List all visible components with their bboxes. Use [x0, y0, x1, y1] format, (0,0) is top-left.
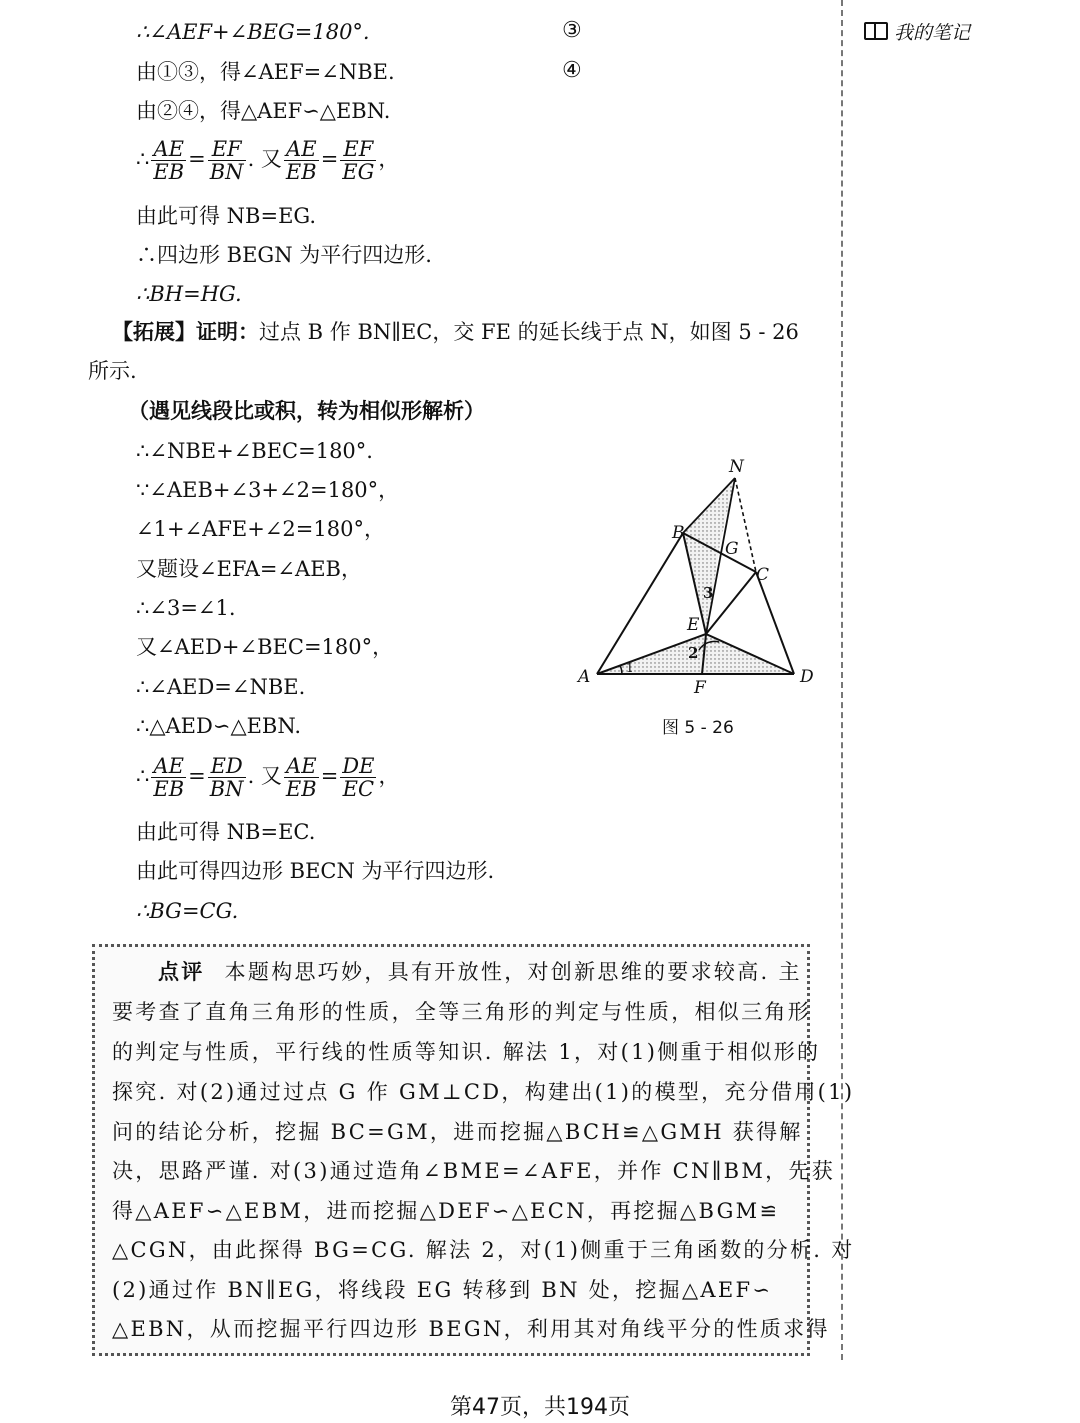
review-line-7: 得△AEF∽△EBM，进而挖掘△DEF∽△ECN，再挖掘△BGM≌	[112, 1199, 780, 1223]
label-angle-2: 2	[688, 644, 699, 662]
numerator: AE	[151, 755, 186, 778]
mark-3: ③	[562, 18, 582, 43]
numerator: AE	[284, 755, 319, 778]
proof-end-3: ∴BG=CG.	[136, 899, 239, 923]
fraction-line-1: ∴ $\frac{AE}{EB}$ = $\frac{EF}{BN}$ . 又 $\frac{AE}{EB}$ = $\frac{EF}{EG}$ ，	[136, 137, 400, 184]
proof-line-6: ∴四边形 BEGN 为平行四边形.	[136, 243, 432, 267]
comma: ，	[378, 764, 400, 788]
fraction-line-2: ∴ $\frac{AE}{EB}$ = $\frac{ED}{BN}$ . 又 $\frac{AE}{EB}$ = $\frac{DE}{EC}$ ，	[136, 754, 400, 801]
review-line-8: △CGN，由此探得 BG=CG. 解法 2，对(1)侧重于三角函数的分析. 对	[112, 1238, 855, 1262]
denominator: BN	[209, 160, 244, 184]
denominator: EG	[342, 160, 375, 184]
comma: ，	[378, 147, 400, 171]
review-line-3: 的判定与性质，平行线的性质等知识. 解法 1，对(1)侧重于相似形的	[112, 1040, 821, 1064]
review-label: 点评	[158, 959, 205, 984]
extension-tag: 【拓展】	[112, 319, 196, 344]
review-line-5: 问的结论分析，挖掘 BC=GM，进而挖掘△BCH≌△GMH 获得解	[112, 1120, 803, 1144]
label-c: C	[756, 565, 770, 585]
proof-line-2: 由①③，得∠AEF=∠NBE.	[136, 60, 395, 84]
label-a: A	[578, 667, 591, 687]
extension-hint: （遇见线段比或积，转为相似形解析）	[128, 398, 485, 423]
proof-line-1: ∴∠AEF+∠BEG=180°.	[136, 20, 370, 44]
fraction	[340, 755, 376, 800]
denominator: EB	[153, 160, 185, 184]
denominator: EB	[285, 160, 317, 184]
notes-label: 我的笔记	[894, 22, 971, 44]
label-g: G	[725, 539, 739, 559]
conjunction: . 又	[247, 147, 282, 171]
fraction	[208, 755, 246, 800]
denominator: EB	[285, 777, 317, 801]
numerator: EF	[208, 138, 246, 161]
proof-end-2: 由此可得四边形 BECN 为平行四边形.	[136, 859, 495, 883]
figure-caption: 图 5 - 26	[662, 718, 734, 738]
proof-line-3: 由②④，得△AEF∽△EBN.	[136, 99, 391, 123]
proof-mid-8: ∴△AED∽△EBN.	[136, 714, 302, 738]
numerator: EF	[340, 138, 376, 161]
numerator: ED	[208, 755, 246, 778]
fraction	[284, 138, 319, 183]
review-line-2: 要考查了直角三角形的性质，全等三角形的判定与性质，相似三角形	[112, 1000, 811, 1024]
proof-mid-5: ∴∠3=∠1.	[136, 596, 236, 620]
proof-line-5: 由此可得 NB=EG.	[136, 204, 317, 228]
label-angle-3: 3	[703, 584, 714, 602]
conjunction: . 又	[247, 764, 282, 788]
denominator: EC	[342, 777, 375, 801]
notes-divider	[841, 0, 843, 1360]
numerator: AE	[151, 138, 186, 161]
book-icon	[864, 22, 888, 40]
review-line-10: △EBN，从而挖掘平行四边形 BEGN，利用其对角线平分的性质求得	[112, 1317, 830, 1341]
geometry-figure	[570, 450, 830, 700]
proof-mid-6: 又∠AED+∠BEC=180°，	[136, 635, 394, 659]
shaded-region-bng	[683, 478, 735, 543]
label-n: N	[729, 457, 744, 477]
review-line-4: 探究. 对(2)通过过点 G 作 GM⊥CD，构建出(1)的模型，充分借用(1)	[112, 1080, 855, 1104]
proof-line-7: ∴BH=HG.	[136, 282, 242, 306]
fraction	[208, 138, 246, 183]
proof-head: 证明：	[196, 319, 259, 344]
numerator: DE	[342, 754, 375, 778]
therefore-symbol: ∴	[136, 147, 150, 171]
label-angle-1: 1	[626, 661, 634, 675]
denominator: EB	[153, 777, 185, 801]
label-f: F	[694, 678, 706, 698]
extension-line-1	[112, 318, 799, 346]
review-text: 本题构思巧妙，具有开放性，对创新思维的要求较高. 主	[224, 960, 802, 984]
proof-mid-3: ∠1+∠AFE+∠2=180°，	[136, 517, 385, 541]
label-e: E	[687, 615, 700, 635]
mark-4: ④	[562, 58, 582, 83]
numerator: AE	[284, 138, 319, 161]
label-b: B	[672, 523, 685, 543]
label-d: D	[800, 667, 814, 687]
review-line-6: 决，思路严谨. 对(3)通过造角∠BME=∠AFE，并作 CN∥BM，先获	[112, 1159, 836, 1183]
extension-line-2: 所示.	[88, 359, 137, 383]
proof-mid-4: 又题设∠EFA=∠AEB，	[136, 557, 362, 581]
denominator: BN	[209, 777, 244, 801]
proof-end-1: 由此可得 NB=EC.	[136, 820, 316, 844]
review-line-9: (2)通过作 BN∥EG，将线段 EG 转移到 BN 处，挖掘△AEF∽	[112, 1278, 773, 1302]
therefore-symbol: ∴	[136, 764, 150, 788]
review-line-1	[112, 958, 802, 986]
fraction	[340, 138, 376, 183]
proof-mid-2: ∵∠AEB+∠3+∠2=180°，	[136, 478, 400, 502]
notes-header	[864, 18, 970, 45]
proof-mid-7: ∴∠AED=∠NBE.	[136, 675, 306, 699]
fraction	[284, 755, 319, 800]
page-footer: 第47页，共194页	[450, 1395, 630, 1420]
fraction	[151, 755, 186, 800]
fraction	[151, 138, 186, 183]
extension-text: 过点 B 作 BN∥EC，交 FE 的延长线于点 N，如图 5 - 26	[259, 320, 799, 344]
proof-mid-1: ∴∠NBE+∠BEC=180°.	[136, 439, 373, 463]
